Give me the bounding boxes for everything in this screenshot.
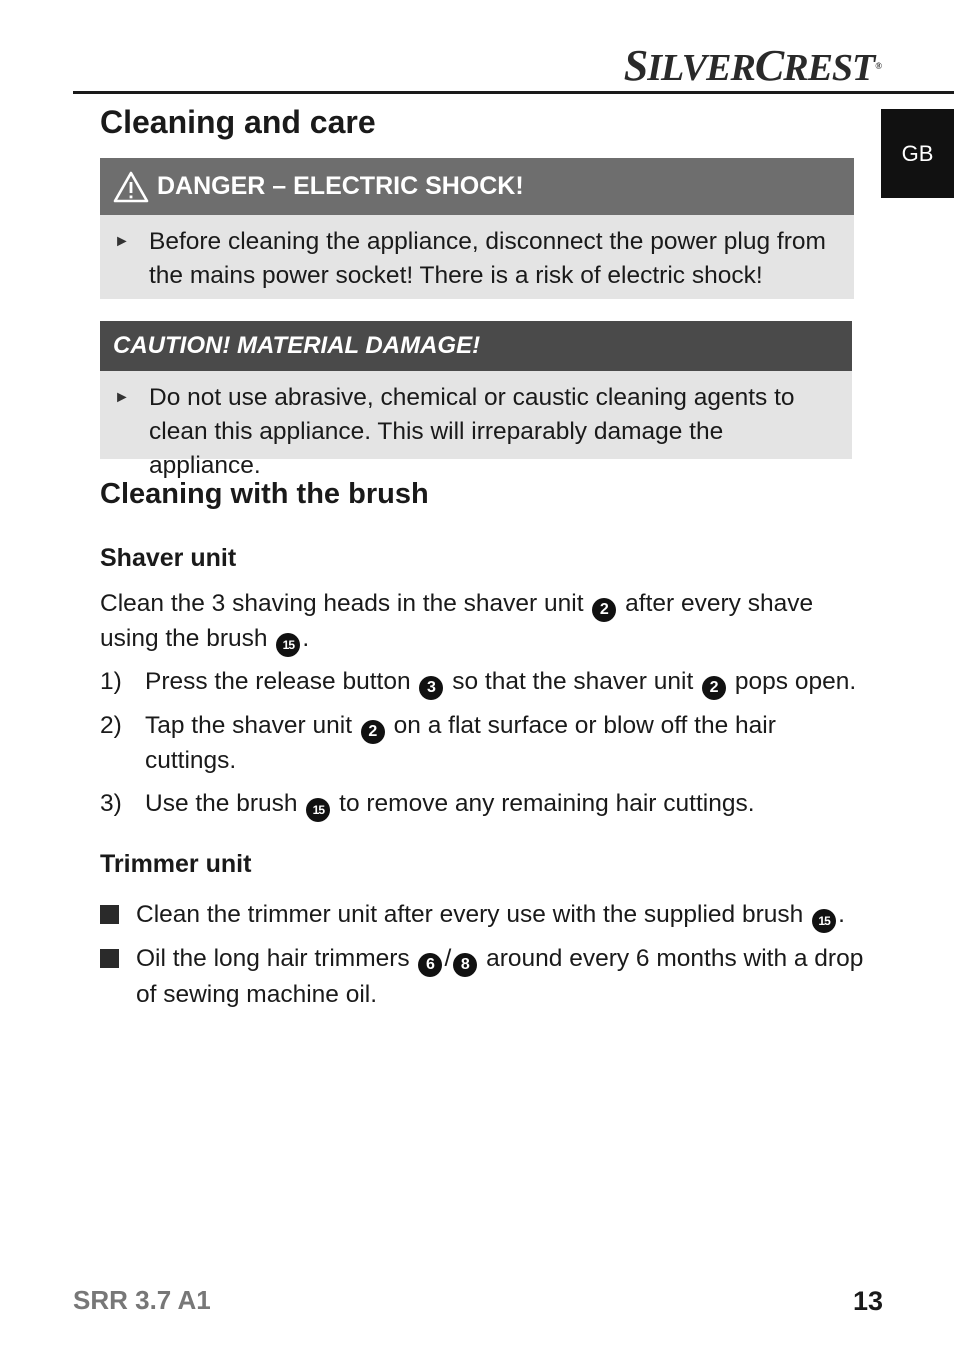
arrow-bullet-icon: ► <box>114 233 130 250</box>
ref-2-icon: 2 <box>592 598 616 622</box>
ref-15-icon: 15 <box>276 633 300 657</box>
page-title: Cleaning and care <box>100 104 376 140</box>
danger-text: Before cleaning the appliance, disconnect the power plug from the mains power socket! There is a risk of electric shock! <box>149 228 826 289</box>
language-tab: GB <box>881 109 954 198</box>
trimmer-bullet-1: Clean the trimmer unit after every use with the supplied brush 15 . <box>100 897 870 933</box>
trimmer-bullet-2: Oil the long hair trimmers 6 / 8 around every 6 months with a drop of sewing machine oil. <box>100 941 870 1012</box>
arrow-bullet-icon: ► <box>114 389 130 406</box>
ref-3-icon: 3 <box>419 676 443 700</box>
silvercrest-logo: SILVERCREST® <box>623 41 881 90</box>
header-rule <box>73 91 954 94</box>
ref-2-icon: 2 <box>702 676 726 700</box>
danger-title: DANGER – ELECTRIC SHOCK! <box>157 172 524 200</box>
ref-2-icon: 2 <box>361 720 385 744</box>
ref-8-icon: 8 <box>453 953 477 977</box>
ref-15-icon: 15 <box>306 798 330 822</box>
subheading-trimmer-unit: Trimmer unit <box>100 850 252 878</box>
step-2: 2) Tap the shaver unit 2 on a flat surface or blow off the hair cuttings. <box>100 712 776 774</box>
square-bullet-icon <box>100 905 119 924</box>
step-1: 1) Press the release button 3 so that the shaver unit 2 pops open. <box>100 665 870 700</box>
danger-header <box>100 158 854 215</box>
section-heading-brush: Cleaning with the brush <box>100 478 429 510</box>
square-bullet-icon <box>100 949 119 968</box>
page-number: 13 <box>852 1286 883 1316</box>
ref-6-icon: 6 <box>418 953 442 977</box>
caution-box <box>100 321 852 479</box>
step-3: 3) Use the brush 15 to remove any remaining hair cuttings. <box>100 787 870 822</box>
danger-box <box>100 158 854 299</box>
caution-text: Do not use abrasive, chemical or caustic cleaning agents to clean this appliance. This will irreparably damage the appliance. <box>149 384 795 479</box>
subheading-shaver-unit: Shaver unit <box>100 544 237 572</box>
caution-title: CAUTION! MATERIAL DAMAGE! <box>113 332 481 359</box>
ref-15-icon: 15 <box>812 909 836 933</box>
shaver-intro: Clean the 3 shaving heads in the shaver unit 2 after every shave using the brush 15 . <box>100 587 860 657</box>
warning-triangle-icon <box>113 171 149 203</box>
caution-header <box>100 321 852 371</box>
footer-model: SRR 3.7 A1 <box>73 1285 211 1315</box>
